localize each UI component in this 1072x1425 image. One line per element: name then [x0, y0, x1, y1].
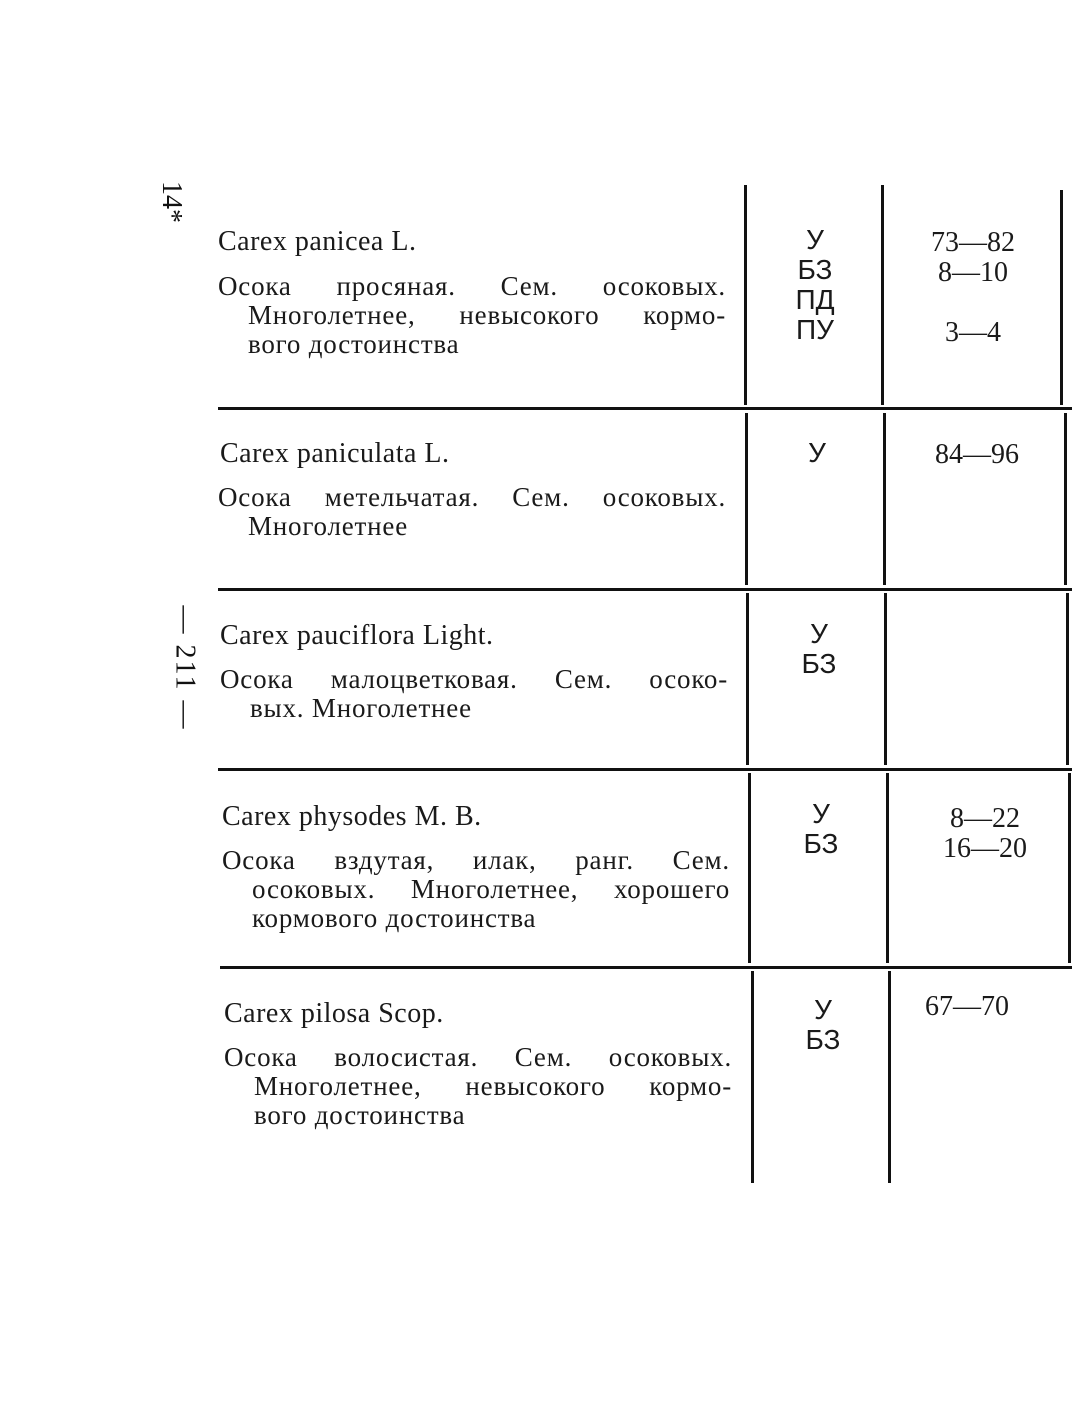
row-separator [220, 966, 1072, 969]
description-line: осоковых. Многолетнее, хорошего [252, 874, 730, 904]
habitat-code: У [812, 798, 830, 829]
column-rule [745, 413, 748, 585]
species-description [220, 665, 728, 723]
row-separator [218, 768, 1072, 771]
species-description [224, 1043, 732, 1130]
value-ranges [920, 804, 1050, 864]
value-range: 8—22 [950, 803, 1020, 834]
page-number: — 211 — [169, 605, 201, 731]
habitat-code: У [808, 437, 826, 468]
description-line: Осока просяная. Сем. осоковых. [218, 271, 726, 301]
column-rule [883, 413, 886, 585]
value-range: 73—82 [931, 227, 1015, 258]
species-description [218, 483, 726, 541]
column-rule [751, 971, 754, 1183]
description-line: Осока метельчатая. Сем. осоковых. [218, 482, 726, 512]
latin-name: Carex paniculata L. [220, 438, 450, 469]
value-range: 67—70 [925, 991, 1009, 1022]
column-rule [1066, 593, 1069, 765]
value-range: 3—4 [945, 317, 1001, 348]
habitat-code: ПУ [796, 314, 834, 345]
column-rule [888, 971, 891, 1183]
habitat-code: БЗ [797, 254, 833, 285]
habitat-code: У [814, 994, 832, 1025]
column-rule [886, 773, 889, 963]
habitat-codes [750, 225, 880, 345]
column-rule [1064, 413, 1067, 585]
latin-name: Carex physodes M. B. [222, 801, 482, 832]
species-description [222, 846, 730, 933]
latin-name: Carex pauciflora Light. [220, 620, 494, 651]
description-line: Осока волосистая. Сем. осоковых. [224, 1042, 732, 1072]
description-line: вого достоинства [248, 329, 460, 359]
row-separator [218, 407, 1072, 410]
habitat-codes [758, 995, 888, 1055]
value-ranges [908, 228, 1038, 348]
value-ranges [902, 992, 1032, 1022]
column-rule [1060, 190, 1063, 405]
value-range: 8—10 [938, 257, 1008, 288]
description-line: Осока вздутая, илак, ранг. Сем. [222, 845, 730, 875]
value-range: 16—20 [943, 833, 1027, 864]
habitat-code: БЗ [805, 1024, 841, 1055]
value-range: 84—96 [935, 439, 1019, 470]
description-line: кормового достоинства [252, 903, 537, 933]
latin-name: Carex panicea L. [218, 226, 417, 257]
column-rule [746, 593, 749, 765]
habitat-code: БЗ [801, 648, 837, 679]
habitat-codes [752, 438, 882, 468]
description-line: Многолетнее, невысокого кормо- [248, 300, 726, 330]
description-line: Многолетнее, невысокого кормо- [254, 1071, 732, 1101]
column-rule [1068, 773, 1071, 963]
species-description [218, 272, 726, 359]
habitat-code: БЗ [803, 828, 839, 859]
column-rule [748, 773, 751, 963]
value-range [908, 288, 1038, 318]
habitat-code: У [806, 224, 824, 255]
column-rule [881, 185, 884, 405]
value-ranges [912, 440, 1042, 470]
description-line: Осока малоцветковая. Сем. осоко- [220, 664, 728, 694]
description-line: Многолетнее [248, 511, 408, 541]
sheet-signature-mark: 14* [156, 181, 187, 223]
latin-name: Carex pilosa Scop. [224, 998, 444, 1029]
description-line: вых. Многолетнее [250, 693, 472, 723]
column-rule [884, 593, 887, 765]
description-line: вого достоинства [254, 1100, 466, 1130]
column-rule [744, 185, 747, 405]
row-separator [218, 588, 1072, 591]
habitat-codes [754, 619, 884, 679]
habitat-code: ПД [795, 284, 835, 315]
habitat-codes [756, 799, 886, 859]
habitat-code: У [810, 618, 828, 649]
